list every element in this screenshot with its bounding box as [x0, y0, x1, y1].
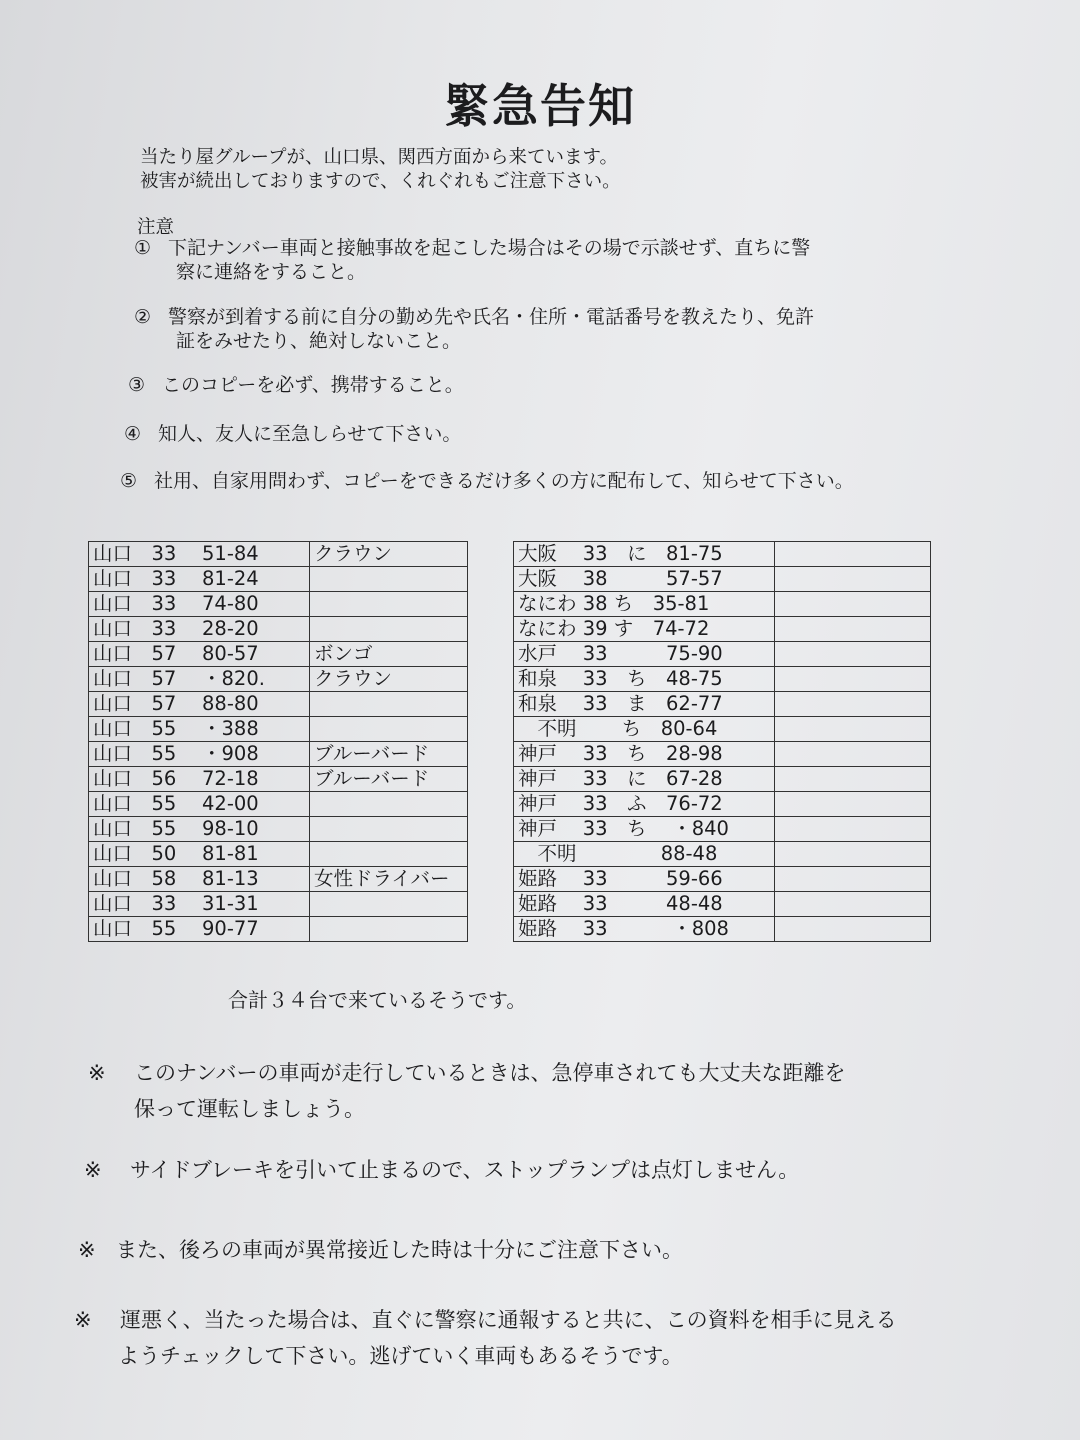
plate-row	[514, 692, 931, 717]
plate-number: 山口 33 81-24	[89, 567, 310, 592]
note-number: ⑤	[120, 470, 138, 492]
note-text: 察に連絡をすること。	[176, 261, 367, 283]
plate-row	[514, 667, 931, 692]
remark-item	[74, 1302, 897, 1374]
plate-table-right	[513, 541, 931, 942]
vehicle-note	[775, 867, 931, 892]
vehicle-note: クラウン	[310, 667, 468, 692]
plate-row	[89, 842, 468, 867]
vehicle-note	[775, 617, 931, 642]
note-text: 社用、自家用問わず、コピーをできるだけ多くの方に配布して、知らせて下さい。	[154, 470, 854, 492]
remark-text: 運悪く、当たった場合は、直ぐに警察に通報すると共に、この資料を相手に見える	[120, 1308, 897, 1332]
remark-text: 保って運転しましょう。	[134, 1097, 365, 1121]
plate-number: 姫路 33 48-48	[514, 892, 775, 917]
plate-row	[89, 892, 468, 917]
plate-number: 大阪 38 57-57	[514, 567, 775, 592]
vehicle-note	[775, 792, 931, 817]
plate-row	[89, 617, 468, 642]
reference-mark: ※	[78, 1238, 96, 1262]
plate-row	[514, 742, 931, 767]
remark-text: ようチェックして下さい。逃げていく車両もあるそうです。	[118, 1344, 683, 1368]
plate-number: 神戸 33 ち 28-98	[514, 742, 775, 767]
vehicle-note	[310, 567, 468, 592]
plate-row	[89, 867, 468, 892]
plate-number: 山口 55 42-00	[89, 792, 310, 817]
document-title: 緊急告知	[444, 79, 636, 133]
plate-row	[89, 717, 468, 742]
plate-row	[514, 892, 931, 917]
note-text: 警察が到着する前に自分の勤め先や氏名・住所・電話番号を教えたり、免許	[168, 306, 815, 328]
remark-item	[88, 1055, 845, 1127]
plate-number: なにわ 38 ち 35-81	[514, 592, 775, 617]
plate-number: 和泉 33 ま 62-77	[514, 692, 775, 717]
vehicle-note	[310, 617, 468, 642]
plate-row	[89, 742, 468, 767]
plate-number: 神戸 33 ふ 76-72	[514, 792, 775, 817]
plate-number: 不明 88-48	[514, 842, 775, 867]
intro-text	[140, 146, 621, 194]
note-item	[128, 373, 464, 397]
plate-number: 山口 55 90-77	[89, 917, 310, 942]
plate-number: 不明 ち 80-64	[514, 717, 775, 742]
total-count: 合計３４台で来ているそうです。	[228, 988, 527, 1012]
vehicle-note	[775, 767, 931, 792]
vehicle-note	[775, 817, 931, 842]
note-item	[120, 469, 854, 493]
vehicle-note	[775, 642, 931, 667]
note-item	[134, 236, 810, 284]
plate-number: 姫路 33 59-66	[514, 867, 775, 892]
plate-row	[89, 692, 468, 717]
plate-number: なにわ 39 す 74-72	[514, 617, 775, 642]
plate-row	[89, 767, 468, 792]
vehicle-note	[775, 667, 931, 692]
plate-row	[89, 817, 468, 842]
note-number: ②	[134, 306, 152, 328]
reference-mark: ※	[88, 1061, 106, 1085]
note-number: ③	[128, 374, 146, 396]
vehicle-note	[775, 542, 931, 567]
vehicle-note	[775, 842, 931, 867]
vehicle-note	[310, 817, 468, 842]
note-text: 知人、友人に至急しらせて下さい。	[158, 423, 462, 445]
plate-row	[514, 717, 931, 742]
plate-row	[514, 817, 931, 842]
intro-line: 当たり屋グループが、山口県、関西方面から来ています。	[140, 147, 619, 168]
vehicle-note	[310, 592, 468, 617]
plate-number: 姫路 33 ・808	[514, 917, 775, 942]
vehicle-note: 女性ドライバー	[310, 867, 468, 892]
vehicle-note	[775, 592, 931, 617]
reference-mark: ※	[74, 1308, 92, 1332]
plate-row	[514, 792, 931, 817]
plate-number: 山口 33 74-80	[89, 592, 310, 617]
plate-row	[514, 642, 931, 667]
note-text: このコピーを必ず、携帯すること。	[162, 374, 464, 396]
note-item	[134, 305, 814, 353]
plate-number: 山口 33 31-31	[89, 892, 310, 917]
plate-row	[514, 617, 931, 642]
vehicle-note	[775, 717, 931, 742]
plate-number: 神戸 33 に 67-28	[514, 767, 775, 792]
plate-row	[89, 542, 468, 567]
note-item	[124, 422, 461, 446]
plate-row	[514, 842, 931, 867]
plate-number: 水戸 33 75-90	[514, 642, 775, 667]
plate-number: 山口 50 81-81	[89, 842, 310, 867]
remark-text: このナンバーの車両が走行しているときは、急停車されても大丈夫な距離を	[134, 1061, 846, 1085]
plate-number: 山口 57 80-57	[89, 642, 310, 667]
plate-row	[89, 642, 468, 667]
remark-item	[84, 1152, 799, 1188]
plate-number: 神戸 33 ち ・840	[514, 817, 775, 842]
vehicle-note	[775, 892, 931, 917]
plate-row	[514, 917, 931, 942]
remark-text: また、後ろの車両が異常接近した時は十分にご注意下さい。	[116, 1238, 683, 1262]
plate-row	[89, 567, 468, 592]
plate-number: 山口 55 98-10	[89, 817, 310, 842]
note-number: ④	[124, 423, 142, 445]
remark-text: サイドブレーキを引いて止まるので、ストップランプは点灯しません。	[130, 1158, 800, 1182]
plate-number: 山口 33 28-20	[89, 617, 310, 642]
plate-number: 山口 58 81-13	[89, 867, 310, 892]
plate-row	[514, 592, 931, 617]
vehicle-note	[310, 917, 468, 942]
plate-row	[89, 592, 468, 617]
plate-row	[89, 667, 468, 692]
plate-table-left	[88, 541, 468, 942]
plate-number: 山口 55 ・388	[89, 717, 310, 742]
notes-heading: 注意	[137, 217, 175, 238]
plate-number: 山口 33 51-84	[89, 542, 310, 567]
plate-row	[89, 792, 468, 817]
vehicle-note	[775, 692, 931, 717]
plate-row	[514, 867, 931, 892]
vehicle-note: ブルーバード	[310, 742, 468, 767]
plate-number: 山口 56 72-18	[89, 767, 310, 792]
vehicle-note	[310, 842, 468, 867]
reference-mark: ※	[84, 1158, 102, 1182]
note-text: 証をみせたり、絶対しないこと。	[176, 330, 462, 352]
plate-number: 山口 57 88-80	[89, 692, 310, 717]
vehicle-note	[310, 792, 468, 817]
plate-number: 山口 55 ・908	[89, 742, 310, 767]
plate-number: 山口 57 ・820.	[89, 667, 310, 692]
vehicle-note: ボンゴ	[310, 642, 468, 667]
vehicle-note	[775, 742, 931, 767]
vehicle-note	[775, 567, 931, 592]
vehicle-note	[310, 692, 468, 717]
plate-row	[514, 767, 931, 792]
intro-line: 被害が続出しておりますので、くれぐれもご注意下さい。	[140, 171, 621, 192]
vehicle-note	[310, 717, 468, 742]
plate-number: 和泉 33 ち 48-75	[514, 667, 775, 692]
vehicle-note: ブルーバード	[310, 767, 468, 792]
note-text: 下記ナンバー車両と接触事故を起こした場合はその場で示談せず、直ちに警	[168, 237, 811, 259]
plate-row	[89, 917, 468, 942]
vehicle-note: クラウン	[310, 542, 468, 567]
note-number: ①	[134, 237, 152, 259]
vehicle-note	[775, 917, 931, 942]
remark-item	[78, 1232, 683, 1268]
vehicle-note	[310, 892, 468, 917]
plate-number: 大阪 33 に 81-75	[514, 542, 775, 567]
plate-row	[514, 567, 931, 592]
plate-row	[514, 542, 931, 567]
